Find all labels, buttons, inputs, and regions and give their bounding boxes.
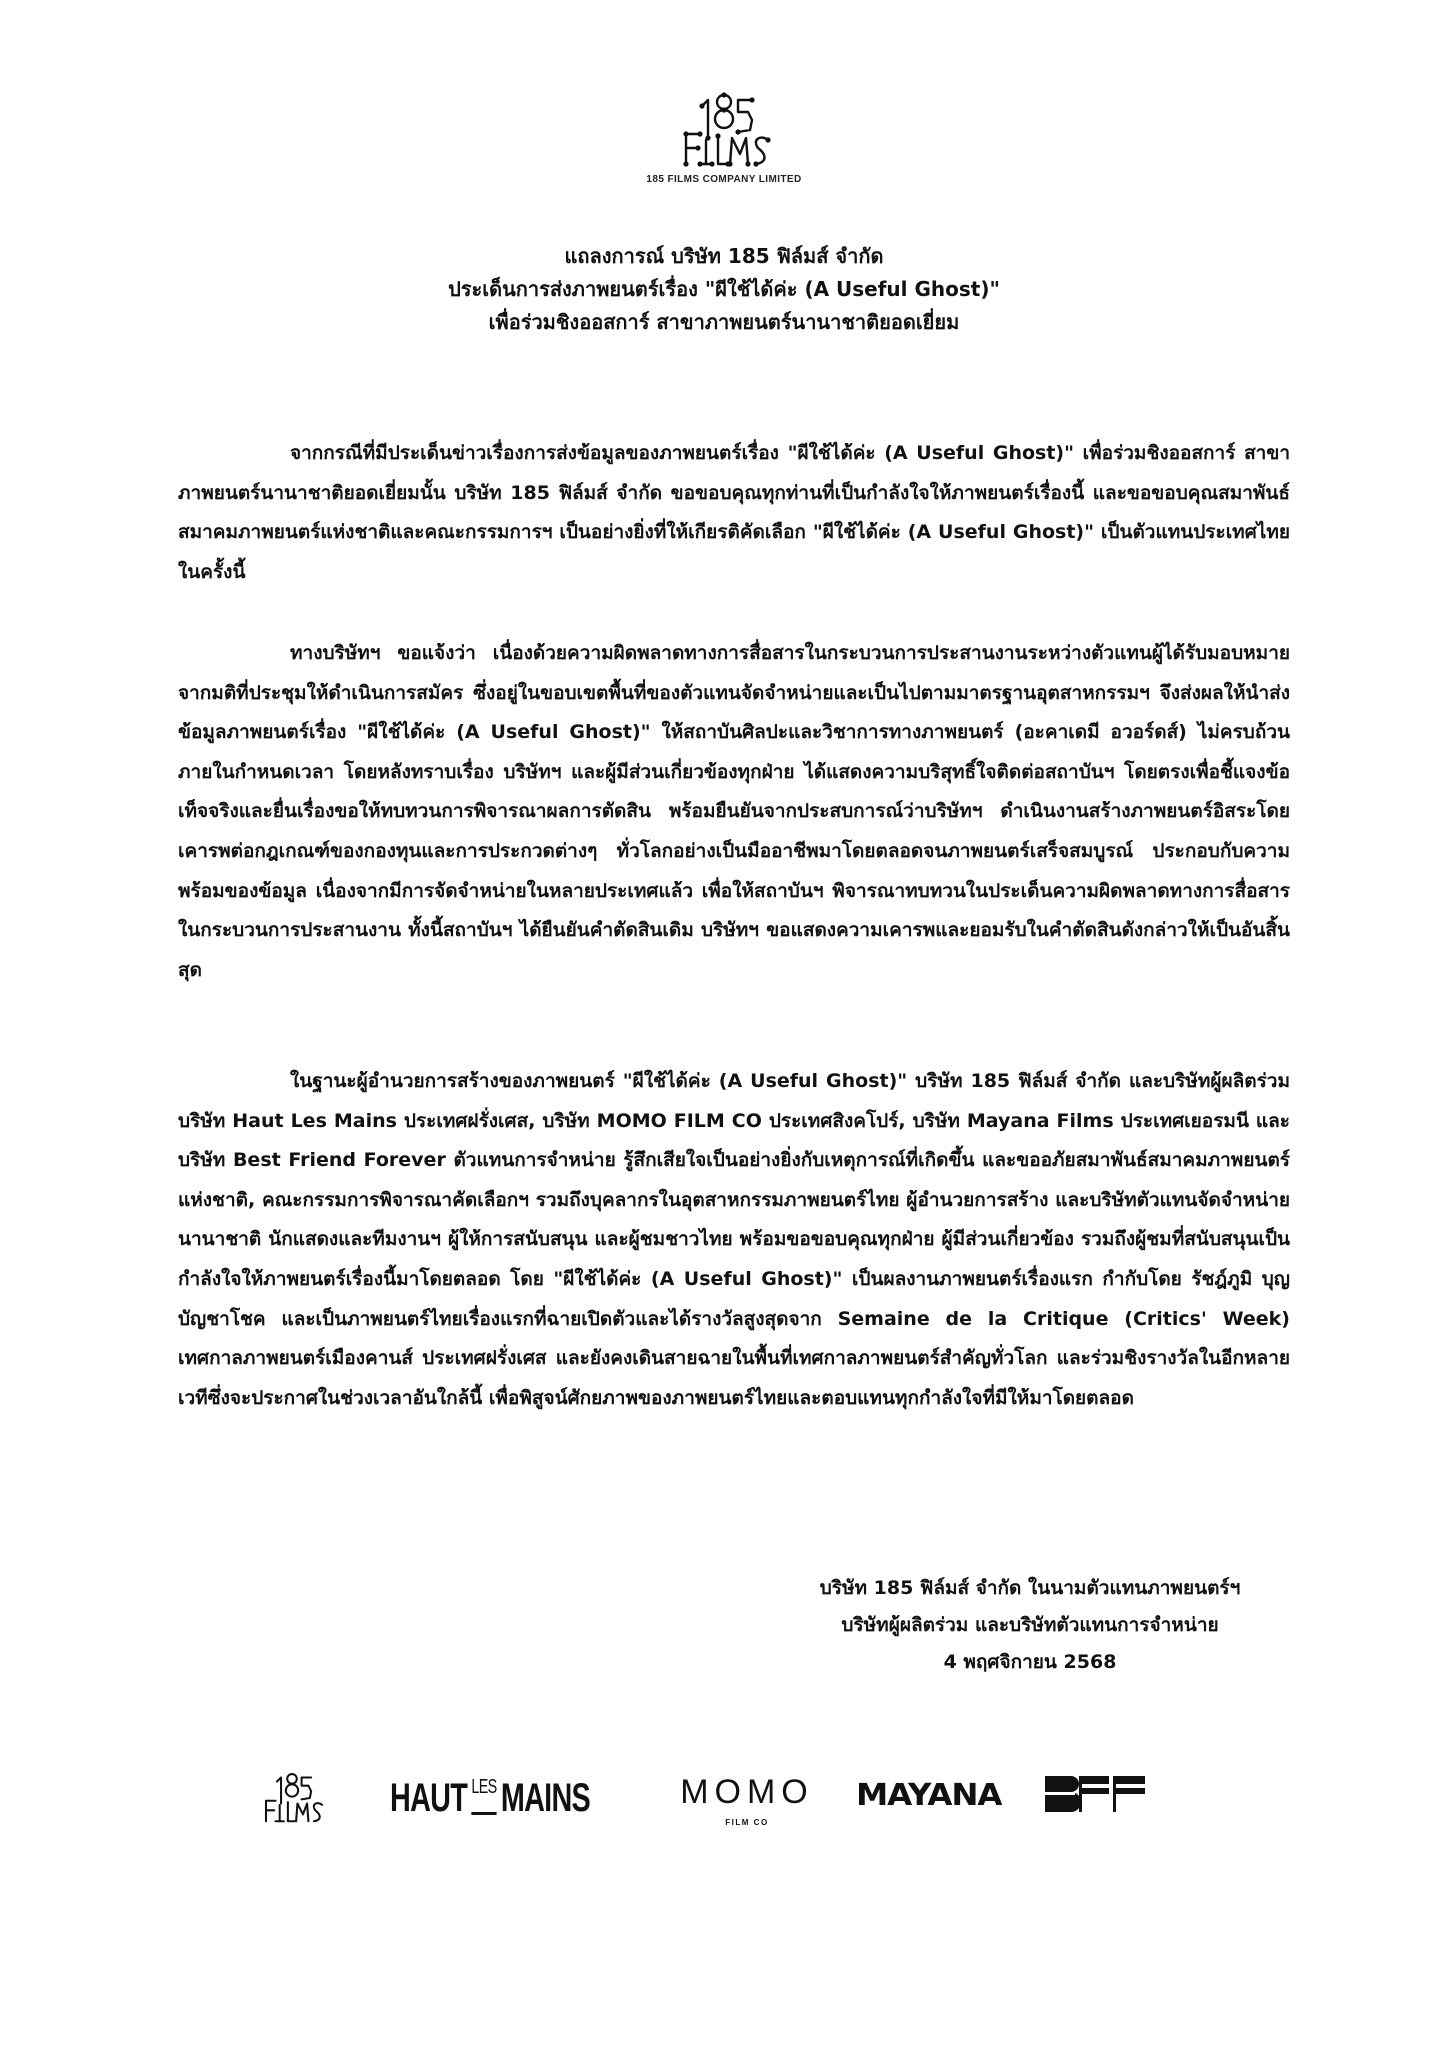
paragraph-2: ทางบริษัทฯ ขอแจ้งว่า เนื่องด้วยความผิดพลาดทางการสื่อสารในกระบวนการประสานงานระหว่างตัวแทนผู้ได้รับมอบหมายจากมติที่ประชุมให้ดำเนินการสมัคร ซึ่งอยู่ในขอบเขตพื้นที่ของตัวแทนจัดจำหน่ายและเป็นไปตามมาตรฐานอุตสาหกรรมฯ จึงส่งผลให้นำส่งข้อมูลภาพยนตร์เรื่อง "ผีใช้ได้ค่ะ (A Useful Ghost)" ให้สถาบันศิลปะและวิชาการทางภาพยนตร์ (อะคาเดมี อวอร์ดส์) ไม่ครบถ้วนภายในกำหนดเวลา โดยหลังทราบเรื่อง บริษัทฯ และผู้มีส่วนเกี่ยวข้องทุกฝ่าย ได้แสดงความบริสุทธิ์ใจติดต่อสถาบันฯ โดยตรงเพื่อชี้แจงข้อเท็จจริงและยื่นเรื่องขอให้ทบทวนการพิจารณาผลการตัดสิน พร้อมยืนยันจากประสบการณ์ว่าบริษัทฯ ดำเนินงานสร้างภาพยนตร์อิสระโดยเคารพต่อกฎเกณฑ์ของกองทุนและการประกวดต่างๆ ทั่วโลกอย่างเป็นมืออาชีพมาโดยตลอดจนภาพยนตร์เสร็จสมบูรณ์ ประกอบกับความพร้อมของข้อมูล เนื่องจากมีการจัดจำหน่ายในหลายประเทศแล้ว เพื่อให้สถาบันฯ พิจารณาทบทวนในประเด็นความผิดพลาดทางการสื่อสารในกระบวนการประสานงาน ทั้งนี้สถาบันฯ ได้ยืนยันคำตัดสินเดิม บริษัทฯ ขอแสดงความเคารพและยอมรับในคำตัดสินดังกล่าวให้เป็นอันสิ้นสุด (178, 642, 1290, 981)
momo-text: MOMO (680, 1773, 814, 1811)
statement-title (0, 240, 1448, 339)
logo-mayana: MAYANA (856, 1778, 1002, 1813)
logo-haut-les-mains (390, 1776, 590, 1820)
signature-line-2: บริษัทผู้ผลิตร่วม และบริษัทตัวแทนการจำหน่าย (841, 1614, 1219, 1636)
company-caption: 185 FILMS COMPANY LIMITED (646, 174, 802, 185)
logo-185-films-icon (250, 1772, 334, 1824)
paragraph-3: ในฐานะผู้อำนวยการสร้างของภาพยนตร์ "ผีใช้ได้ค่ะ (A Useful Ghost)" บริษัท 185 ฟิล์มส์ จำกัด และบริษัทผู้ผลิตร่วม บริษัท Haut Les Mains ประเทศฝรั่งเศส, บริษัท MOMO FILM CO ประเทศสิงคโปร์, บริษัท Mayana Films ประเทศเยอรมนี และบริษัท Best Friend Forever ตัวแทนการจำหน่าย รู้สึกเสียใจเป็นอย่างยิ่งกับเหตุการณ์ที่เกิดขึ้น และขออภัยสมาพันธ์สมาคมภาพยนตร์แห่งชาติ, คณะกรรมการพิจารณาคัดเลือกฯ รวมถึงบุคลากรในอุตสาหกรรมภาพยนตร์ไทย ผู้อำนวยการสร้าง และบริษัทตัวแทนจัดจำหน่ายนานาชาติ นักแสดงและทีมงานฯ ผู้ให้การสนับสนุน และผู้ชมชาวไทย พร้อมขอขอบคุณทุกฝ่าย ผู้มีส่วนเกี่ยวข้อง รวมถึงผู้ชมที่สนับสนุนเป็นกำลังใจให้ภาพยนตร์เรื่องนี้มาโดยตลอด โดย "ผีใช้ได้ค่ะ (A Useful Ghost)" เป็นผลงานภาพยนตร์เรื่องแรก กำกับโดย รัชฎ์ภูมิ บุญบัญชาโชค และเป็นภาพยนตร์ไทยเรื่องแรกที่ฉายเปิดตัวและได้รางวัลสูงสุดจาก Semaine de la Critique (Critics' Week) เทศกาลภาพยนตร์เมืองคานส์ ประเทศฝรั่งเศส และยังคงเดินสายฉายในพื้นที่เทศกาลภาพยนตร์สำคัญทั่วโลก และร่วมชิงรางวัลในอีกหลายเวทีซึ่งจะประกาศในช่วงเวลาอันใกล้นี้ เพื่อพิสูจน์ศักยภาพของภาพยนตร์ไทยและตอบแทนทุกกำลังใจที่มีให้มาโดยตลอด (178, 1070, 1291, 1409)
title-line-2: ประเด็นการส่งภาพยนตร์เรื่อง "ผีใช้ได้ค่ะ (A Useful Ghost)" (448, 277, 1000, 301)
paragraph-1: จากกรณีที่มีประเด็นข่าวเรื่องการส่งข้อมูลของภาพยนตร์เรื่อง "ผีใช้ได้ค่ะ (A Useful Ghost)" เพื่อร่วมชิงออสการ์ สาขาภาพยนตร์นานาชาติยอดเยี่ยมนั้น บริษัท 185 ฟิล์มส์ จำกัด ขอขอบคุณทุกท่านที่เป็นกำลังใจให้ภาพยนตร์เรื่องนี้ และขอขอบคุณสมาพันธ์สมาคมภาพยนตร์แห่งชาติและคณะกรรมการฯ เป็นอย่างยิ่งที่ให้เกียรติคัดเลือก "ผีใช้ได้ค่ะ (A Useful Ghost)" เป็นตัวแทนประเทศไทยในครั้งนี้ (178, 442, 1290, 583)
title-line-3: เพื่อร่วมชิงออสการ์ สาขาภาพยนตร์นานาชาติยอดเยี่ยม (488, 310, 960, 334)
les-text: LES (471, 1776, 496, 1815)
185-films-logo-icon (664, 92, 784, 168)
title-line-1: แถลงการณ์ บริษัท 185 ฟิล์มส์ จำกัด (564, 244, 884, 268)
signature-block (760, 1570, 1300, 1681)
partner-logos (240, 1770, 1220, 1860)
mains-text: MAINS (500, 1776, 591, 1820)
film-co-text: FILM CO (725, 1818, 769, 1827)
logo-momo-film-co (672, 1774, 822, 1827)
haut-text: HAUT (390, 1776, 468, 1820)
signature-date: 4 พฤศจิกายน 2568 (943, 1651, 1117, 1673)
logo-bff-icon (1045, 1776, 1145, 1812)
company-header (0, 92, 1448, 185)
signature-line-1: บริษัท 185 ฟิล์มส์ จำกัด ในนามตัวแทนภาพยนตร์ฯ (819, 1577, 1241, 1599)
